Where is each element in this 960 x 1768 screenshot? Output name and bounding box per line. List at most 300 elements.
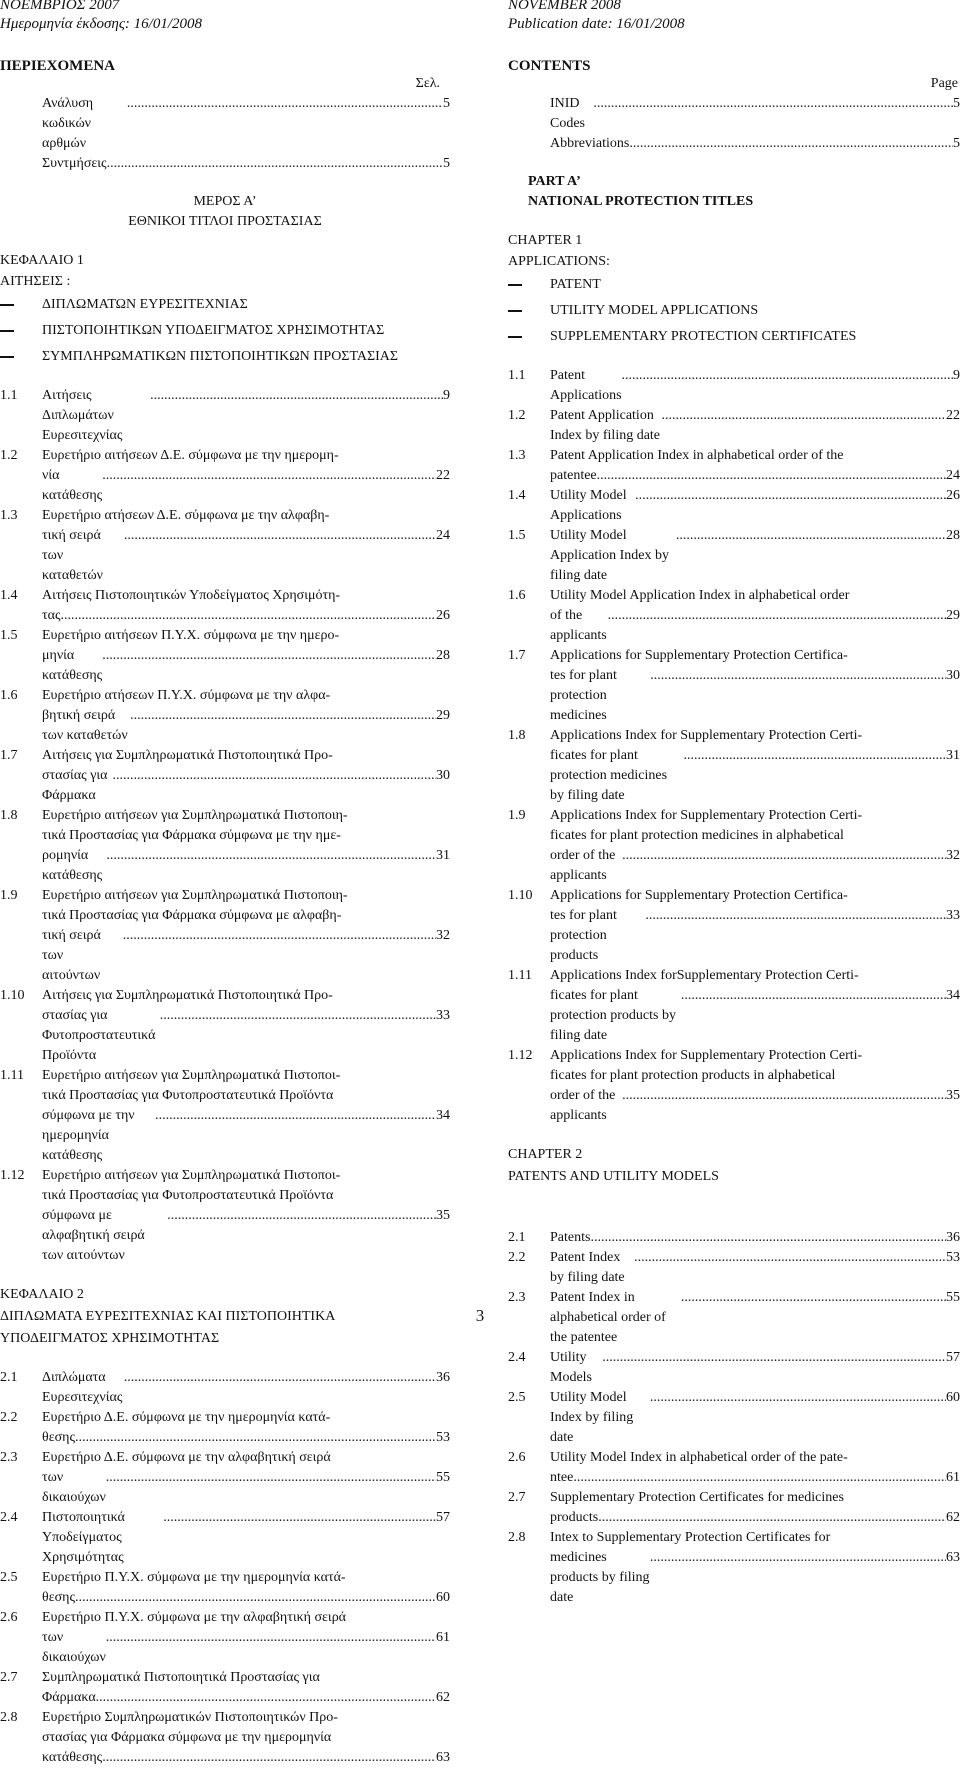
dash-icon — [508, 284, 522, 286]
entry-body — [42, 806, 450, 886]
entry-body — [42, 986, 450, 1066]
entry-number: 1.5 — [0, 628, 18, 643]
toc-dotted-line — [550, 606, 960, 646]
toc-dotted-line — [550, 134, 960, 154]
greek-column — [0, 0, 450, 1768]
toc-entry — [0, 1608, 450, 1668]
chapter1-bullet-list — [0, 292, 450, 370]
chapter1-subtitle: ΑΙΤΗΣΕΙΣ : — [0, 274, 71, 289]
entry-page-number: 5 — [443, 96, 450, 111]
toc-entry — [508, 726, 960, 806]
entry-page-number: 57 — [946, 1350, 960, 1365]
entry-body — [42, 686, 450, 746]
dot-leader — [75, 1588, 436, 1608]
entry-title-line: στασίας για Φάρμακα — [42, 768, 111, 803]
toc-dotted-line — [550, 846, 960, 886]
entry-body — [550, 446, 960, 486]
dot-leader — [61, 606, 436, 626]
entry-page-number: 60 — [436, 1590, 450, 1605]
dot-leader — [629, 134, 953, 154]
toc-dotted-line — [42, 1628, 450, 1668]
toc-dotted-line — [42, 1468, 450, 1508]
entry-title-line: ficates for plant protection medicines by filing date — [550, 748, 671, 803]
entry-title-line: Ευρετήριο αιτήσεων για Συμπληρωματικά Πιστοποιη- — [42, 888, 348, 903]
entry-body — [550, 1488, 960, 1528]
bullet-item — [0, 344, 450, 370]
chapter2-subtitle-1: PATENTS AND UTILITY MODELS — [508, 1169, 719, 1184]
entry-title-line: ficates for plant protection medicines in alphabetical — [550, 828, 844, 843]
dot-leader — [127, 94, 443, 114]
entry-body — [550, 966, 960, 1046]
toc-entry — [0, 586, 450, 626]
dot-leader — [676, 526, 946, 546]
entry-page-number: 9 — [953, 368, 960, 383]
part-title: PART A’ — [528, 174, 581, 189]
toc-dotted-line — [550, 906, 960, 966]
entry-number: 1.11 — [0, 1068, 24, 1083]
entry-number: 1.4 — [508, 488, 526, 503]
dot-leader — [150, 386, 443, 406]
toc-dotted-line — [42, 1206, 450, 1266]
entry-number: 2.8 — [0, 1710, 18, 1725]
entry-body — [42, 386, 450, 446]
toc-dotted-line — [42, 1688, 450, 1708]
entry-number: 1.10 — [508, 888, 533, 903]
toc-entry — [508, 486, 960, 526]
toc-entry — [0, 1448, 450, 1508]
entry-number: 2.8 — [508, 1530, 526, 1545]
toc-dotted-line — [550, 1086, 960, 1126]
dot-leader — [635, 486, 946, 506]
entry-title-line: Patent Application Index in alphabetical order of the — [550, 448, 844, 463]
entry-page-number: 34 — [946, 988, 960, 1003]
toc-entry — [0, 626, 450, 686]
entry-body — [42, 1568, 450, 1608]
entry-number: 1.3 — [508, 448, 526, 463]
entry-title-line: Patents — [550, 1230, 594, 1245]
entry-title-line: ficates for plant protection products by filing date — [550, 988, 680, 1043]
part-subtitle: NATIONAL PROTECTION TITLES — [528, 194, 754, 209]
entry-title-line: Ευρετήριο ατήσεων Π.Υ.Χ. σύμφωνα με την αλφα- — [42, 688, 331, 703]
dot-leader — [167, 1206, 436, 1226]
toc-dotted-line — [42, 1428, 450, 1448]
entry-number: 2.2 — [508, 1250, 526, 1265]
toc-entry — [0, 446, 450, 506]
entry-page-number: 22 — [436, 468, 450, 483]
entry-page-number: 5 — [953, 96, 960, 111]
toc-dotted-line — [42, 1588, 450, 1608]
entry-number: 1.12 — [508, 1048, 533, 1063]
dot-leader — [124, 526, 436, 546]
entry-page-number: 32 — [946, 848, 960, 863]
entry-page-number: 63 — [436, 1750, 450, 1765]
dot-leader — [662, 406, 947, 426]
entry-title-line: Supplementary Protection Certificates for medicines — [550, 1490, 844, 1505]
entry-body — [550, 1348, 960, 1388]
bullet-label: ΣΥΜΠΛΗΡΩΜΑΤΙΚΩΝ ΠΙΣΤΟΠΟΙΗΤΙΚΩΝ ΠΡΟΣΤΑΣΙΑΣ — [42, 349, 399, 364]
toc-entry — [0, 746, 450, 806]
dot-leader — [106, 1468, 436, 1488]
entry-body — [550, 1448, 960, 1488]
entry-title-line: στασίας για Φυτοπροστατευτικά Προϊόντα — [42, 1008, 159, 1063]
entry-page-number: 5 — [443, 156, 450, 171]
entry-title-line: of the applicants — [550, 608, 611, 643]
entry-title-line: Applications for Supplementary Protection Certifica- — [550, 888, 848, 903]
entry-title-line: Utility Model Applications — [550, 488, 630, 523]
toc-dotted-line — [42, 386, 450, 446]
entry-title-line: κατάθεσης — [42, 1750, 103, 1765]
entry-title-line: Ευρετήριο Συμπληρωματικών Πιστοποιητικών Προ- — [42, 1710, 338, 1725]
toc-dotted-line — [42, 1748, 450, 1768]
toc-entry — [508, 1528, 960, 1608]
entry-page-number: 62 — [436, 1690, 450, 1705]
entry-body — [42, 886, 450, 986]
chapter1-title: ΚΕΦΑΛΑΙΟ 1 — [0, 253, 84, 268]
toc-entry — [0, 1408, 450, 1448]
entry-title-line: tes for plant protection medicines — [550, 668, 621, 723]
entry-number: 2.5 — [508, 1390, 526, 1405]
entry-number: 2.2 — [0, 1410, 18, 1425]
contents-title: CONTENTS — [508, 58, 591, 74]
dash-icon — [508, 310, 522, 312]
entry-page-number: 57 — [436, 1510, 450, 1525]
entry-body — [550, 1528, 960, 1608]
entry-title-line: τική σειρά των καταθετών — [42, 528, 105, 583]
entry-title-line: Applications for Supplementary Protection Certifica- — [550, 648, 848, 663]
entry-title-line: Φάρμακα — [42, 1690, 96, 1705]
dot-leader — [593, 94, 953, 114]
entry-page-number: 33 — [436, 1008, 450, 1023]
entry-number: 2.6 — [0, 1610, 18, 1625]
chapter2-title: ΚΕΦΑΛΑΙΟ 2 — [0, 1287, 84, 1302]
toc-entry — [508, 406, 960, 446]
entry-title-line: Patent Index by filing date — [550, 1250, 629, 1285]
entry-body — [42, 1668, 450, 1708]
entry-page-number: 55 — [946, 1290, 960, 1305]
entry-title-line: σύμφωνα με αλφαβητική σειρά των αιτούντων — [42, 1208, 149, 1263]
entry-number: 1.7 — [508, 648, 526, 663]
entry-body — [550, 406, 960, 446]
entry-page-number: 35 — [946, 1088, 960, 1103]
entry-title-line: τικά Προστασίας για Φάρμακα σύμφωνα με αλφαβη- — [42, 908, 342, 923]
entry-page-number: 35 — [436, 1208, 450, 1223]
toc-dotted-line — [550, 1508, 960, 1528]
intro-list — [508, 94, 960, 154]
entry-title-line: Αιτήσεις Διπλωμάτων Ευρεσιτεχνίας — [42, 388, 123, 443]
toc-entry — [508, 526, 960, 586]
entry-number: 1.3 — [0, 508, 18, 523]
toc-entry — [508, 586, 960, 646]
contents-title: ΠΕΡΙΕΧΟΜΕΝΑ — [0, 58, 116, 74]
entry-title-line: βητική σειρά των καταθετών — [42, 708, 128, 743]
entry-page-number: 53 — [436, 1430, 450, 1445]
bullet-item — [508, 324, 960, 350]
entry-title-line: ficates for plant protection products in alphabetical — [550, 1068, 836, 1083]
entry-title-line: Utility Model Index in alphabetical order of the pate- — [550, 1450, 848, 1465]
entry-title-line: order of the applicants — [550, 1088, 619, 1123]
chapter2-entries — [0, 1368, 450, 1768]
toc-dotted-line — [42, 706, 450, 746]
chapter1-bullet-list — [508, 272, 960, 350]
entry-body — [42, 1166, 450, 1266]
entry-number: 1.11 — [508, 968, 532, 983]
toc-entry — [0, 1508, 450, 1568]
entry-title-line: Patent Index in alphabetical order of the patentee — [550, 1290, 670, 1345]
toc-dotted-line — [42, 646, 450, 686]
toc-dotted-line — [550, 466, 960, 486]
toc-dotted-line — [550, 1468, 960, 1488]
entry-title-line: τικά Προστασίας για Φυτοπροστατευτικά Προϊόντα — [42, 1088, 334, 1103]
toc-entry — [0, 1668, 450, 1708]
toc-dotted-line — [550, 94, 960, 134]
chapter2-title: CHAPTER 2 — [508, 1147, 583, 1162]
entry-title-line: Αιτήσεις για Συμπληρωματικά Πιστοποιητικά Προ- — [42, 988, 333, 1003]
toc-dotted-line — [550, 406, 960, 446]
entry-body — [550, 886, 960, 966]
entry-number: 2.5 — [0, 1570, 18, 1585]
entry-body — [550, 1046, 960, 1126]
dot-leader — [124, 1368, 436, 1388]
dot-leader — [590, 1228, 946, 1248]
entry-page-number: 26 — [946, 488, 960, 503]
toc-entry — [508, 1228, 960, 1248]
dot-leader — [622, 846, 946, 866]
entry-title-line: Ευρετήριο ατήσεων Δ.Ε. σύμφωνα με την αλφαβη- — [42, 508, 330, 523]
entry-page-number: 36 — [436, 1370, 450, 1385]
bullet-label: ΔΙΠΛΩΜΑΤΩΝ ΕΥΡΕΣΙΤΕΧΝΙΑΣ — [42, 297, 248, 312]
dot-leader — [681, 1288, 946, 1308]
entry-title-line: των δικαιούχων — [42, 1470, 106, 1505]
dot-leader — [102, 646, 436, 666]
entry-page-number: 62 — [946, 1510, 960, 1525]
entry-title-line: Abbreviations — [550, 136, 630, 151]
entry-title-line: Ευρετήριο Π.Υ.Χ. σύμφωνα με την ημερομηνία κατά- — [42, 1570, 346, 1585]
dot-leader — [106, 846, 436, 866]
entry-body — [42, 1368, 450, 1408]
part-title: ΜΕΡΟΣ Α’ — [193, 194, 257, 209]
entry-page-number: 63 — [946, 1550, 960, 1565]
chapter1-entries — [508, 366, 960, 1126]
chapter1-subtitle: APPLICATIONS: — [508, 254, 610, 269]
dot-leader — [102, 1748, 436, 1768]
entry-page-number: 33 — [946, 908, 960, 923]
entry-title-line: Applications Index for Supplementary Protection Certi- — [550, 808, 863, 823]
entry-title-line: των δικαιούχων — [42, 1630, 106, 1665]
entry-page-number: 61 — [436, 1630, 450, 1645]
entry-number: 2.7 — [508, 1490, 526, 1505]
dot-leader — [75, 1428, 436, 1448]
entry-number: 2.6 — [508, 1450, 526, 1465]
entry-body — [550, 366, 960, 406]
entry-title-line: order of the applicants — [550, 848, 619, 883]
entry-number: 1.12 — [0, 1168, 25, 1183]
entry-title-line: medicines products by filing date — [550, 1550, 654, 1605]
entry-page-number: 55 — [436, 1470, 450, 1485]
toc-dotted-line — [550, 486, 960, 526]
dot-leader — [608, 606, 946, 626]
entry-body — [42, 586, 450, 626]
entry-title-line: μηνία κατάθεσης — [42, 648, 103, 683]
toc-dotted-line — [550, 1348, 960, 1388]
entry-title-line: τική σειρά των αιτούντων — [42, 928, 105, 983]
toc-entry — [0, 1568, 450, 1608]
entry-number: 2.1 — [0, 1370, 18, 1385]
entry-body — [550, 806, 960, 886]
entry-title-line: Συντμήσεις — [42, 156, 107, 171]
dot-leader — [683, 746, 946, 766]
dot-leader — [597, 466, 946, 486]
entry-title-line: Ευρετήριο αιτήσεων για Συμπληρωματικά Πιστοποι- — [42, 1068, 341, 1083]
entry-title-line: Patent Application Index by filing date — [550, 408, 664, 443]
entry-page-number: 36 — [946, 1230, 960, 1245]
dash-icon — [0, 330, 14, 332]
entry-page-number: 53 — [946, 1250, 960, 1265]
entry-body — [550, 1228, 960, 1248]
entry-page-number: 32 — [436, 928, 450, 943]
entry-page-number: 28 — [946, 528, 960, 543]
toc-entry — [508, 446, 960, 486]
entry-number: 1.9 — [508, 808, 526, 823]
entry-title-line: Πιστοποιητικά Υποδείγματος Χρησιμότητας — [42, 1510, 128, 1565]
entry-number: 1.6 — [508, 588, 526, 603]
toc-entry — [508, 1348, 960, 1388]
toc-entry — [0, 686, 450, 746]
toc-dotted-line — [550, 666, 960, 726]
toc-dotted-line — [550, 1248, 960, 1288]
dot-leader — [650, 666, 946, 686]
entry-body — [550, 526, 960, 586]
entry-title-line: ntee — [550, 1470, 577, 1485]
entry-number: 2.7 — [0, 1670, 18, 1685]
toc-entry — [508, 966, 960, 1046]
entry-page-number: 5 — [953, 136, 960, 151]
chapter1-title: CHAPTER 1 — [508, 233, 583, 248]
entry-page-number: 31 — [946, 748, 960, 763]
entry-body — [42, 506, 450, 586]
toc-entry — [0, 1708, 450, 1768]
toc-entry — [508, 1388, 960, 1448]
dash-icon — [508, 336, 522, 338]
entry-title-line: Ευρετήριο Δ.Ε. σύμφωνα με την αλφαβητική σειρά — [42, 1450, 331, 1465]
entry-body — [550, 586, 960, 646]
bullet-item — [0, 318, 450, 344]
dot-leader — [106, 1628, 436, 1648]
entry-body — [42, 1448, 450, 1508]
entry-page-number: 30 — [436, 768, 450, 783]
toc-entry — [0, 886, 450, 986]
dot-leader — [645, 906, 946, 926]
entry-title-line: Applications Index forSupplementary Protection Certi- — [550, 968, 859, 983]
toc-entry — [0, 386, 450, 446]
entry-title-line: Utility Model Application Index in alphabetical order — [550, 588, 850, 603]
entry-title-line: Ευρετήριο Δ.Ε. σύμφωνα με την ημερομηνία κατά- — [42, 1410, 331, 1425]
entry-title-line: ρομηνία κατάθεσης — [42, 848, 103, 883]
toc-dotted-line — [42, 1508, 450, 1568]
entry-number: 1.2 — [508, 408, 526, 423]
issue-month: NOVEMBER 2008 — [508, 0, 621, 13]
entry-title-line: patentee — [550, 468, 601, 483]
entry-number: 1.4 — [0, 588, 18, 603]
entry-body — [42, 746, 450, 806]
dot-leader — [573, 1468, 946, 1488]
dot-leader — [130, 706, 436, 726]
entry-body — [550, 486, 960, 526]
entry-body — [550, 1248, 960, 1288]
toc-dotted-line — [42, 1006, 450, 1066]
dot-leader — [123, 926, 436, 946]
entry-page-number: 29 — [946, 608, 960, 623]
entry-number: 2.4 — [0, 1510, 18, 1525]
toc-dotted-line — [550, 746, 960, 806]
bullet-label: ΠΙΣΤΟΠΟΙΗΤΙΚΩΝ ΥΠΟΔΕΙΓΜΑΤΟΣ ΧΡΗΣΙΜΟΤΗΤΑΣ — [42, 323, 385, 338]
part-subtitle: ΕΘΝΙΚΟΙ ΤΙΤΛΟΙ ΠΡΟΣΤΑΣΙΑΣ — [128, 214, 322, 229]
entry-page-number: 9 — [443, 388, 450, 403]
entry-body — [42, 1508, 450, 1568]
entry-title-line: Utility Model Index by filing date — [550, 1390, 637, 1445]
dot-leader — [163, 1508, 436, 1528]
entry-title-line: σύμφωνα με την ημερομηνία κατάθεσης — [42, 1108, 139, 1163]
entry-body — [42, 1708, 450, 1768]
intro-list — [0, 94, 450, 174]
dash-icon — [0, 304, 14, 306]
toc-entry — [508, 1046, 960, 1126]
entry-title-line: θεσης — [42, 1590, 75, 1605]
bullet-label: UTILITY MODEL APPLICATIONS — [550, 303, 759, 318]
toc-dotted-line — [550, 986, 960, 1046]
entry-body — [42, 1408, 450, 1448]
chapter2-entries — [508, 1228, 960, 1608]
entry-title-line: Applications Index for Supplementary Protection Certi- — [550, 1048, 863, 1063]
entry-page-number: 24 — [436, 528, 450, 543]
entry-number: 1.1 — [0, 388, 18, 403]
toc-dotted-line — [550, 1548, 960, 1608]
entry-title-line: τικά Προστασίας για Φυτοπροστατευτικά Προϊόντα — [42, 1188, 334, 1203]
toc-dotted-line — [42, 1106, 450, 1166]
toc-dotted-line — [42, 154, 450, 174]
toc-entry — [0, 806, 450, 886]
entry-number: 1.8 — [0, 808, 18, 823]
issue-date: Publication date: 16/01/2008 — [508, 16, 685, 32]
entry-number: 1.2 — [0, 448, 18, 463]
chapter2-subtitle-1: ΔΙΠΛΩΜΑΤΑ ΕΥΡΕΣΙΤΕΧΝΙΑΣ ΚΑΙ ΠΙΣΤΟΠΟΙΗΤΙΚΑ — [0, 1309, 336, 1324]
bullet-label: SUPPLEMENTARY PROTECTION CERTIFICATES — [550, 329, 857, 344]
bullet-item — [0, 292, 450, 318]
dot-leader — [598, 1508, 946, 1528]
entry-title-line: INID Codes — [550, 96, 585, 131]
toc-entry — [0, 1166, 450, 1266]
page-column-label: Σελ. — [415, 76, 440, 91]
dot-leader — [622, 366, 953, 386]
dot-leader — [155, 1106, 436, 1126]
entry-title-line: Αιτήσεις για Συμπληρωματικά Πιστοποιητικά Προ- — [42, 748, 333, 763]
entry-body — [550, 646, 960, 726]
entry-number: 2.1 — [508, 1230, 526, 1245]
toc-dotted-line — [42, 526, 450, 586]
entry-number: 1.6 — [0, 688, 18, 703]
entry-page-number: 60 — [946, 1390, 960, 1405]
toc-entry — [508, 1488, 960, 1528]
dot-leader — [681, 986, 946, 1006]
dot-leader — [107, 154, 443, 174]
toc-dotted-line — [42, 1368, 450, 1408]
entry-title-line: Ευρετήριο αιτήσεων για Συμπληρωματικά Πιστοποιη- — [42, 808, 348, 823]
toc-entry — [508, 1448, 960, 1488]
entry-number: 2.4 — [508, 1350, 526, 1365]
entry-title-line: Intex to Supplementary Protection Certificates for — [550, 1530, 831, 1545]
toc-entry — [508, 646, 960, 726]
entry-title-line: Ευρετήριο Π.Υ.Χ. σύμφωνα με την αλφαβητική σειρά — [42, 1610, 347, 1625]
entry-title-line: products — [550, 1510, 602, 1525]
